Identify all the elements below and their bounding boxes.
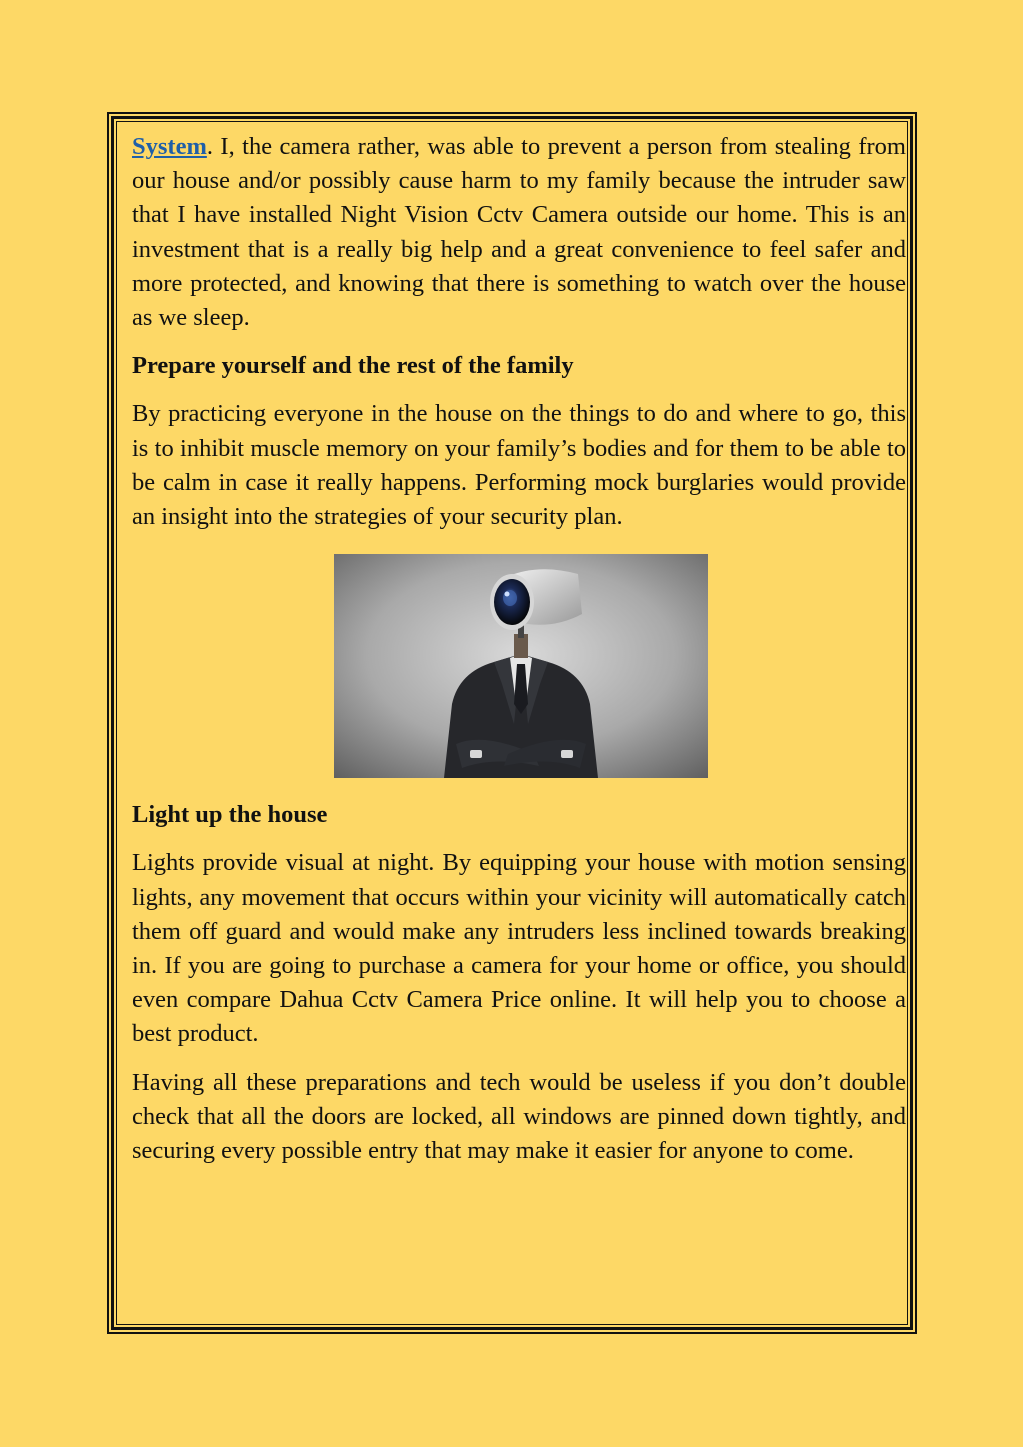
page-border-middle [111,116,913,1330]
section-body-light-1: Lights provide visual at night. By equipping your house with motion sensing lights, any movement that occurs within your vicinity will automatically catch them off guard and would make any intruders less inclined towards breaking in. If you are going to purchase a camera for your home or office, you should even compare Dahua Cctv Camera Price online. It will help you to choose a best product. [132,849,906,1048]
intro-paragraph [132,130,906,335]
section-heading-prepare: Prepare yourself and the rest of the family [132,352,574,380]
section-body-prepare: By practicing everyone in the house on the things to do and where to go, this is to inhibit muscle memory on your family’s bodies and for them to be able to be calm in case it really happens. Performing mock burglaries would provide an insight into the strategies of your security plan. [132,400,906,531]
camera-photo-illustration [334,554,708,778]
section-heading-light: Light up the house [132,801,328,829]
system-link[interactable]: System [132,133,207,160]
intro-text: . I, the camera rather, was able to prevent a person from stealing from our house and/or possibly cause harm to my family because the intruder saw that I have installed Night Vision Cctv Camera outside our home. This is an investment that is a really big help and a great convenience to feel safer and more protected, and knowing that there is something to watch over the house as we sleep. [132,133,906,332]
camera-head-man-photo [334,554,708,778]
document-content [132,130,906,1168]
section-body-light-2: Having all these preparations and tech would be useless if you don’t double check that all the doors are locked, all windows are pinned down tightly, and securing every possible entry that may make it easier for anyone to come. [132,1068,906,1165]
page-border-outer [107,112,917,1334]
page-border-inner [116,121,908,1325]
